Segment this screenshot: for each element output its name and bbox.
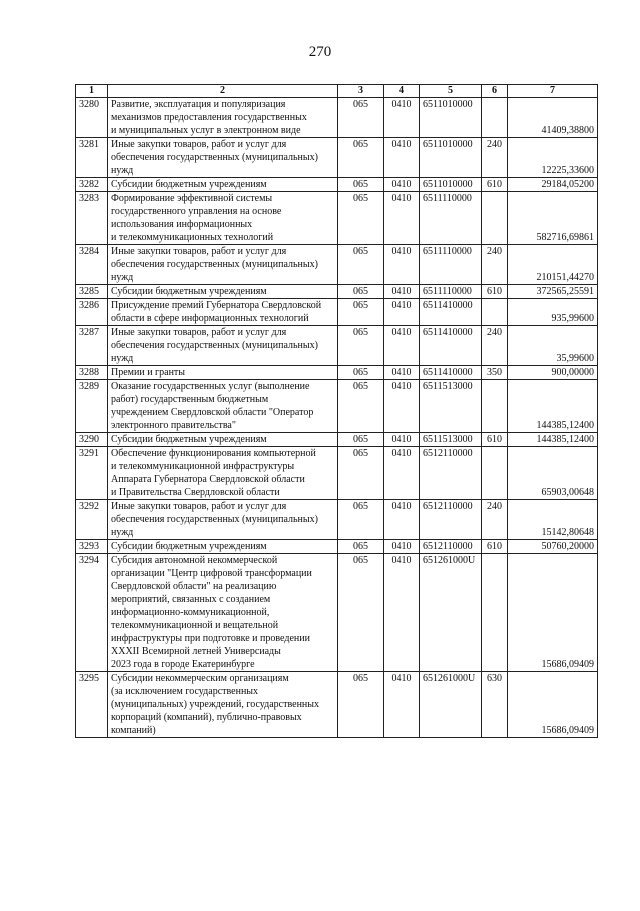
row-name: Присуждение премий Губернатора Свердловской области в сфере информационных технологий — [108, 299, 338, 326]
row-col-5: 6511410000 — [420, 326, 482, 366]
row-col-5: 651261000U — [420, 554, 482, 672]
row-col-5: 6511513000 — [420, 433, 482, 447]
row-name: Субсидии бюджетным учреждениям — [108, 178, 338, 192]
row-amount: 582716,69861 — [508, 192, 598, 245]
row-col-6: 610 — [482, 433, 508, 447]
row-col-5: 6511110000 — [420, 192, 482, 245]
row-amount: 15686,09409 — [508, 672, 598, 738]
row-col-4: 0410 — [384, 500, 420, 540]
row-col-5: 6512110000 — [420, 500, 482, 540]
header-col-2: 2 — [108, 85, 338, 98]
row-col-3: 065 — [338, 178, 384, 192]
row-number: 3280 — [76, 98, 108, 138]
row-col-3: 065 — [338, 138, 384, 178]
row-number: 3289 — [76, 380, 108, 433]
table-row — [76, 672, 598, 738]
row-amount: 65903,00648 — [508, 447, 598, 500]
row-number: 3292 — [76, 500, 108, 540]
row-col-4: 0410 — [384, 540, 420, 554]
row-col-6: 240 — [482, 245, 508, 285]
row-col-6: 240 — [482, 138, 508, 178]
row-col-3: 065 — [338, 500, 384, 540]
row-col-3: 065 — [338, 540, 384, 554]
row-col-4: 0410 — [384, 245, 420, 285]
header-col-4: 4 — [384, 85, 420, 98]
row-col-4: 0410 — [384, 672, 420, 738]
row-number: 3286 — [76, 299, 108, 326]
row-col-6: 240 — [482, 326, 508, 366]
header-col-7: 7 — [508, 85, 598, 98]
row-number: 3285 — [76, 285, 108, 299]
row-col-4: 0410 — [384, 366, 420, 380]
row-col-5: 6511110000 — [420, 245, 482, 285]
row-amount: 372565,25591 — [508, 285, 598, 299]
row-number: 3293 — [76, 540, 108, 554]
header-col-6: 6 — [482, 85, 508, 98]
table-row — [76, 500, 598, 540]
row-col-3: 065 — [338, 366, 384, 380]
row-name: Иные закупки товаров, работ и услуг для обеспечения государственных (муниципальных) нужд — [108, 245, 338, 285]
row-number: 3291 — [76, 447, 108, 500]
row-col-6 — [482, 447, 508, 500]
row-col-3: 065 — [338, 245, 384, 285]
row-col-6: 610 — [482, 540, 508, 554]
row-col-4: 0410 — [384, 326, 420, 366]
header-col-1: 1 — [76, 85, 108, 98]
row-col-6 — [482, 98, 508, 138]
row-amount: 210151,44270 — [508, 245, 598, 285]
row-col-5: 6511410000 — [420, 366, 482, 380]
budget-table — [75, 84, 598, 738]
row-col-3: 065 — [338, 326, 384, 366]
row-col-6: 610 — [482, 178, 508, 192]
row-col-5: 6511410000 — [420, 299, 482, 326]
row-amount: 15142,80648 — [508, 500, 598, 540]
row-amount: 35,99600 — [508, 326, 598, 366]
table-row — [76, 178, 598, 192]
row-name: Иные закупки товаров, работ и услуг для обеспечения государственных (муниципальных) нужд — [108, 500, 338, 540]
row-amount: 15686,09409 — [508, 554, 598, 672]
row-col-3: 065 — [338, 98, 384, 138]
row-name: Субсидии бюджетным учреждениям — [108, 540, 338, 554]
row-amount: 144385,12400 — [508, 380, 598, 433]
row-col-4: 0410 — [384, 447, 420, 500]
row-col-5: 6511010000 — [420, 138, 482, 178]
row-amount: 29184,05200 — [508, 178, 598, 192]
table-row — [76, 285, 598, 299]
row-col-3: 065 — [338, 285, 384, 299]
row-col-5: 6511010000 — [420, 98, 482, 138]
row-col-6: 350 — [482, 366, 508, 380]
row-col-4: 0410 — [384, 380, 420, 433]
row-col-5: 6512110000 — [420, 447, 482, 500]
row-amount: 144385,12400 — [508, 433, 598, 447]
row-col-3: 065 — [338, 447, 384, 500]
row-number: 3294 — [76, 554, 108, 672]
row-number: 3283 — [76, 192, 108, 245]
table-row — [76, 192, 598, 245]
row-col-4: 0410 — [384, 433, 420, 447]
row-col-4: 0410 — [384, 554, 420, 672]
row-col-6 — [482, 192, 508, 245]
row-col-6 — [482, 554, 508, 672]
row-name: Субсидия автономной некоммерческой организации "Центр цифровой трансформации Свердловской области" на реализацию мероприятий, связанных с созданием информационно-коммуникационной, телекоммуникационной и вещательной инфраструктуры при подготовке и проведении XXXII Всемирной летней Универсиады 2023 года в городе Екатеринбурге — [108, 554, 338, 672]
row-amount: 935,99600 — [508, 299, 598, 326]
row-col-6: 630 — [482, 672, 508, 738]
table-row — [76, 138, 598, 178]
row-col-3: 065 — [338, 192, 384, 245]
row-col-3: 065 — [338, 433, 384, 447]
row-col-4: 0410 — [384, 192, 420, 245]
row-col-4: 0410 — [384, 98, 420, 138]
row-col-3: 065 — [338, 672, 384, 738]
row-number: 3288 — [76, 366, 108, 380]
header-col-3: 3 — [338, 85, 384, 98]
row-amount: 50760,20000 — [508, 540, 598, 554]
table-row — [76, 540, 598, 554]
row-number: 3290 — [76, 433, 108, 447]
row-col-3: 065 — [338, 554, 384, 672]
table-row — [76, 554, 598, 672]
table-row — [76, 98, 598, 138]
row-col-4: 0410 — [384, 285, 420, 299]
table-row — [76, 366, 598, 380]
row-col-4: 0410 — [384, 178, 420, 192]
row-col-5: 6511110000 — [420, 285, 482, 299]
table-row — [76, 447, 598, 500]
table-row — [76, 380, 598, 433]
row-col-5: 651261000U — [420, 672, 482, 738]
header-row — [76, 85, 598, 98]
row-col-6: 610 — [482, 285, 508, 299]
row-col-6: 240 — [482, 500, 508, 540]
row-name: Субсидии бюджетным учреждениям — [108, 285, 338, 299]
row-amount: 900,00000 — [508, 366, 598, 380]
row-number: 3295 — [76, 672, 108, 738]
row-col-3: 065 — [338, 380, 384, 433]
row-name: Иные закупки товаров, работ и услуг для обеспечения государственных (муниципальных) нужд — [108, 326, 338, 366]
row-col-6 — [482, 380, 508, 433]
row-name: Субсидии некоммерческим организациям (за исключением государственных (муниципальных) учреждений, государственных корпораций (компаний), публично-правовых компаний) — [108, 672, 338, 738]
header-col-5: 5 — [420, 85, 482, 98]
row-name: Оказание государственных услуг (выполнение работ) государственным бюджетным учреждением Свердловской области "Оператор электронного правительства" — [108, 380, 338, 433]
row-col-4: 0410 — [384, 138, 420, 178]
table-row — [76, 245, 598, 285]
row-number: 3284 — [76, 245, 108, 285]
row-name: Субсидии бюджетным учреждениям — [108, 433, 338, 447]
row-col-5: 6511513000 — [420, 380, 482, 433]
table-row — [76, 433, 598, 447]
row-name: Обеспечение функционирования компьютерной и телекоммуникационной инфраструктуры Аппарата Губернатора Свердловской области и Правительства Свердловской области — [108, 447, 338, 500]
row-col-4: 0410 — [384, 299, 420, 326]
page-number: 270 — [308, 44, 332, 60]
row-number: 3287 — [76, 326, 108, 366]
row-col-3: 065 — [338, 299, 384, 326]
row-number: 3281 — [76, 138, 108, 178]
row-name: Иные закупки товаров, работ и услуг для обеспечения государственных (муниципальных) нужд — [108, 138, 338, 178]
row-amount: 41409,38800 — [508, 98, 598, 138]
row-col-5: 6511010000 — [420, 178, 482, 192]
row-number: 3282 — [76, 178, 108, 192]
row-name: Премии и гранты — [108, 366, 338, 380]
row-col-5: 6512110000 — [420, 540, 482, 554]
row-col-6 — [482, 299, 508, 326]
row-amount: 12225,33600 — [508, 138, 598, 178]
row-name: Формирование эффективной системы государственного управления на основе использования информационных и телекоммуникационных технологий — [108, 192, 338, 245]
table-row — [76, 326, 598, 366]
row-name: Развитие, эксплуатация и популяризация механизмов предоставления государственных и муниципальных услуг в электронном виде — [108, 98, 338, 138]
table-row — [76, 299, 598, 326]
